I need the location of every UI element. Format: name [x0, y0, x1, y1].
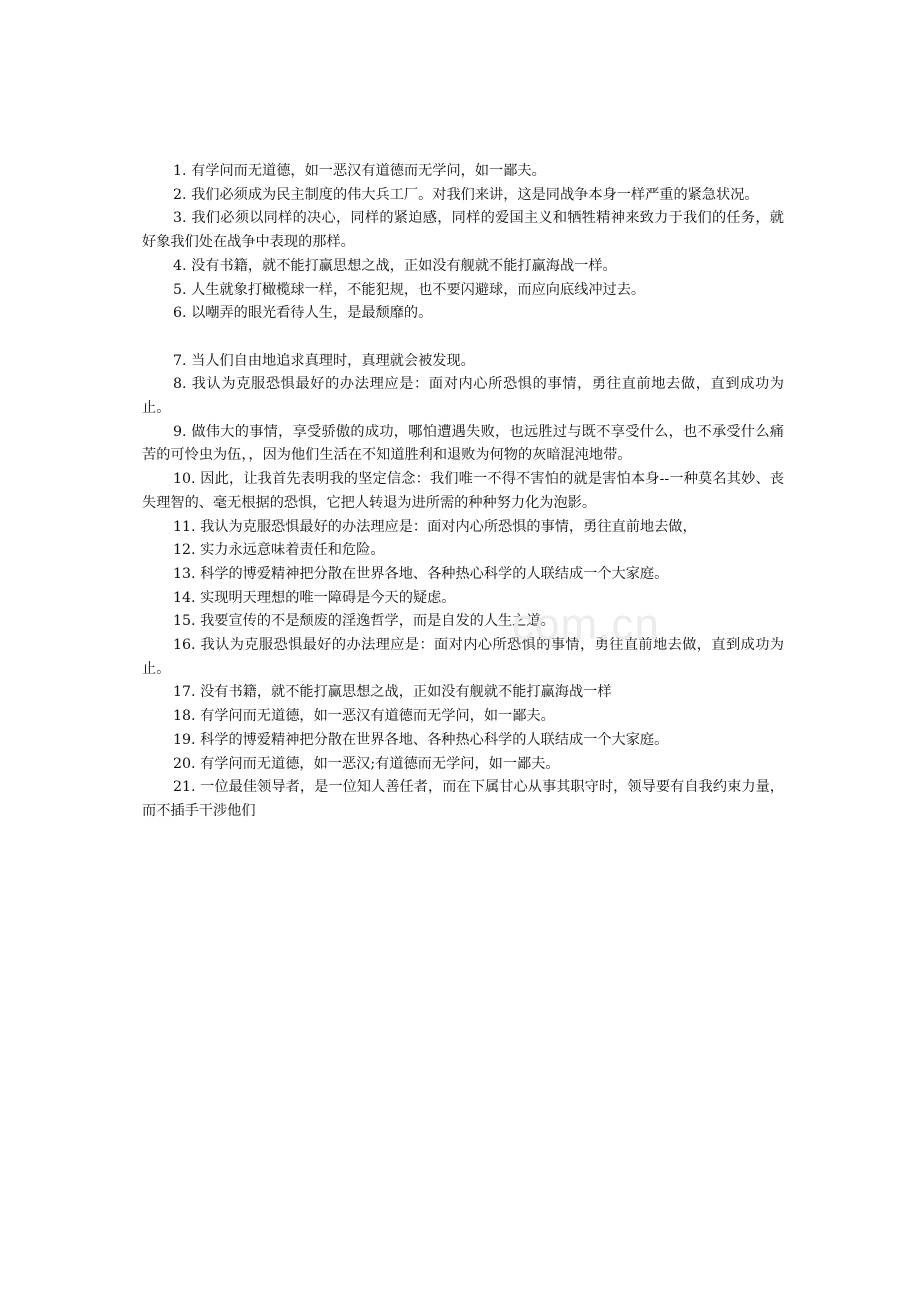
paragraph-10 — [142, 468, 784, 515]
paragraph-number: 15. — [173, 613, 196, 630]
paragraph-4 — [142, 255, 784, 279]
paragraph-text: 当人们自由地追求真理时，真理就会被发现。 — [191, 352, 475, 369]
paragraph-number: 10. — [173, 471, 196, 488]
paragraph-text: 以嘲弄的眼光看待人生，是最颓靡的。 — [191, 305, 433, 322]
paragraph-text: 我们必须以同样的决心，同样的紧迫感，同样的爱国主义和牺牲精神来致力于我们的任务，就好象我们处在战争中表现的那样。 — [142, 210, 784, 251]
paragraph-number: 7. — [173, 352, 187, 369]
paragraph-7 — [142, 350, 784, 374]
paragraph-number: 12. — [173, 542, 196, 559]
paragraph-number: 3. — [173, 210, 187, 227]
paragraph-text: 人生就象打橄榄球一样，不能犯规，也不要闪避球，而应向底线冲过去。 — [191, 281, 646, 298]
paragraph-number: 8. — [173, 376, 187, 393]
paragraph-21 — [142, 776, 784, 823]
paragraph-text: 实现明天理想的唯一障碍是今天的疑虑。 — [200, 589, 456, 606]
paragraph-number: 19. — [173, 731, 196, 748]
paragraph-6 — [142, 302, 784, 326]
paragraph-number: 18. — [173, 708, 196, 725]
paragraph-8 — [142, 373, 784, 420]
paragraph-text: 我们必须成为民主制度的伟大兵工厂。对我们来讲，这是同战争本身一样严重的紧急状况。 — [191, 186, 759, 203]
paragraph-text: 科学的博爱精神把分散在世界各地、各种热心科学的人联结成一个大家庭。 — [200, 565, 669, 582]
paragraph-20 — [142, 753, 784, 777]
paragraph-11 — [142, 516, 784, 540]
paragraph-number: 11. — [173, 518, 196, 535]
paragraph-9 — [142, 421, 784, 468]
paragraph-text: 我认为克服恐惧最好的办法理应是：面对内心所恐惧的事情，勇往直前地去做，直到成功为止。 — [142, 376, 784, 417]
paragraph-text: 做伟大的事情，享受骄傲的成功，哪怕遭遇失败，也远胜过与既不享受什么，也不承受什么痛苦的可怜虫为伍，，因为他们生活在不知道胜利和退败为何物的灰暗混沌地带。 — [142, 423, 784, 464]
paragraph-13 — [142, 563, 784, 587]
watermark: com.cn — [512, 600, 660, 649]
paragraph-text: 有学问而无道德，如一恶汉有道德而无学问，如一鄙夫。 — [191, 163, 546, 179]
paragraph-number: 5. — [173, 281, 187, 298]
paragraph-number: 17. — [173, 684, 196, 701]
paragraph-17 — [142, 681, 784, 705]
paragraph-text: 因此，让我首先表明我的坚定信念：我们唯一不得不害怕的就是害怕本身--一种莫名其妙、丧失理智的、毫无根据的恐惧，它把人转退为进所需的种种努力化为泡影。 — [142, 471, 785, 511]
paragraph-5 — [142, 279, 784, 303]
paragraph-number: 4. — [173, 257, 187, 274]
paragraph-text: 我要宣传的不是颓废的淫逸哲学，而是自发的人生之道。 — [200, 613, 555, 630]
paragraph-18 — [142, 705, 784, 729]
paragraph-number: 21. — [173, 779, 196, 796]
paragraph-14 — [142, 587, 784, 611]
paragraph-16 — [142, 634, 784, 681]
paragraph-number: 14. — [173, 589, 196, 606]
paragraph-text: 我认为克服恐惧最好的办法理应是：面对内心所恐惧的事情，勇往直前地去做，直到成功为止。 — [142, 637, 784, 677]
paragraph-number: 20. — [173, 755, 196, 772]
paragraph-3 — [142, 207, 784, 254]
document-body — [142, 160, 784, 824]
paragraph-text: 一位最佳领导者，是一位知人善任者，而在下属甘心从事其职守时，领导要有自我约束力量，而不插手干涉他们 — [142, 779, 784, 819]
paragraph-text: 有学问而无道德，如一恶汉有道德而无学问，如一鄙夫。 — [200, 708, 555, 725]
paragraph-1 — [142, 160, 784, 184]
paragraph-number: 9. — [173, 423, 187, 440]
paragraph-number: 16. — [173, 637, 196, 654]
paragraph-number: 1. — [173, 163, 187, 179]
paragraph-2 — [142, 184, 784, 208]
paragraph-number: 6. — [173, 305, 187, 322]
paragraph-number: 2. — [173, 186, 187, 203]
paragraph-text: 有学问而无道德，如一恶汉;有道德而无学问，如一鄙夫。 — [200, 755, 560, 772]
paragraph-number: 13. — [173, 565, 196, 582]
paragraph-text: 没有书籍，就不能打赢思想之战，正如没有舰就不能打赢海战一样。 — [191, 257, 617, 274]
paragraph-19 — [142, 729, 784, 753]
paragraph-12 — [142, 539, 784, 563]
paragraph-text: 我认为克服恐惧最好的办法理应是：面对内心所恐惧的事情，勇往直前地去做， — [200, 518, 697, 535]
paragraph-text: 没有书籍，就不能打赢思想之战，正如没有舰就不能打赢海战一样 — [200, 684, 612, 701]
blank-line — [142, 326, 784, 350]
paragraph-text: 实力永远意味着责任和危险。 — [200, 542, 385, 559]
paragraph-text: 科学的博爱精神把分散在世界各地、各种热心科学的人联结成一个大家庭。 — [200, 731, 669, 748]
paragraph-15 — [142, 610, 784, 634]
